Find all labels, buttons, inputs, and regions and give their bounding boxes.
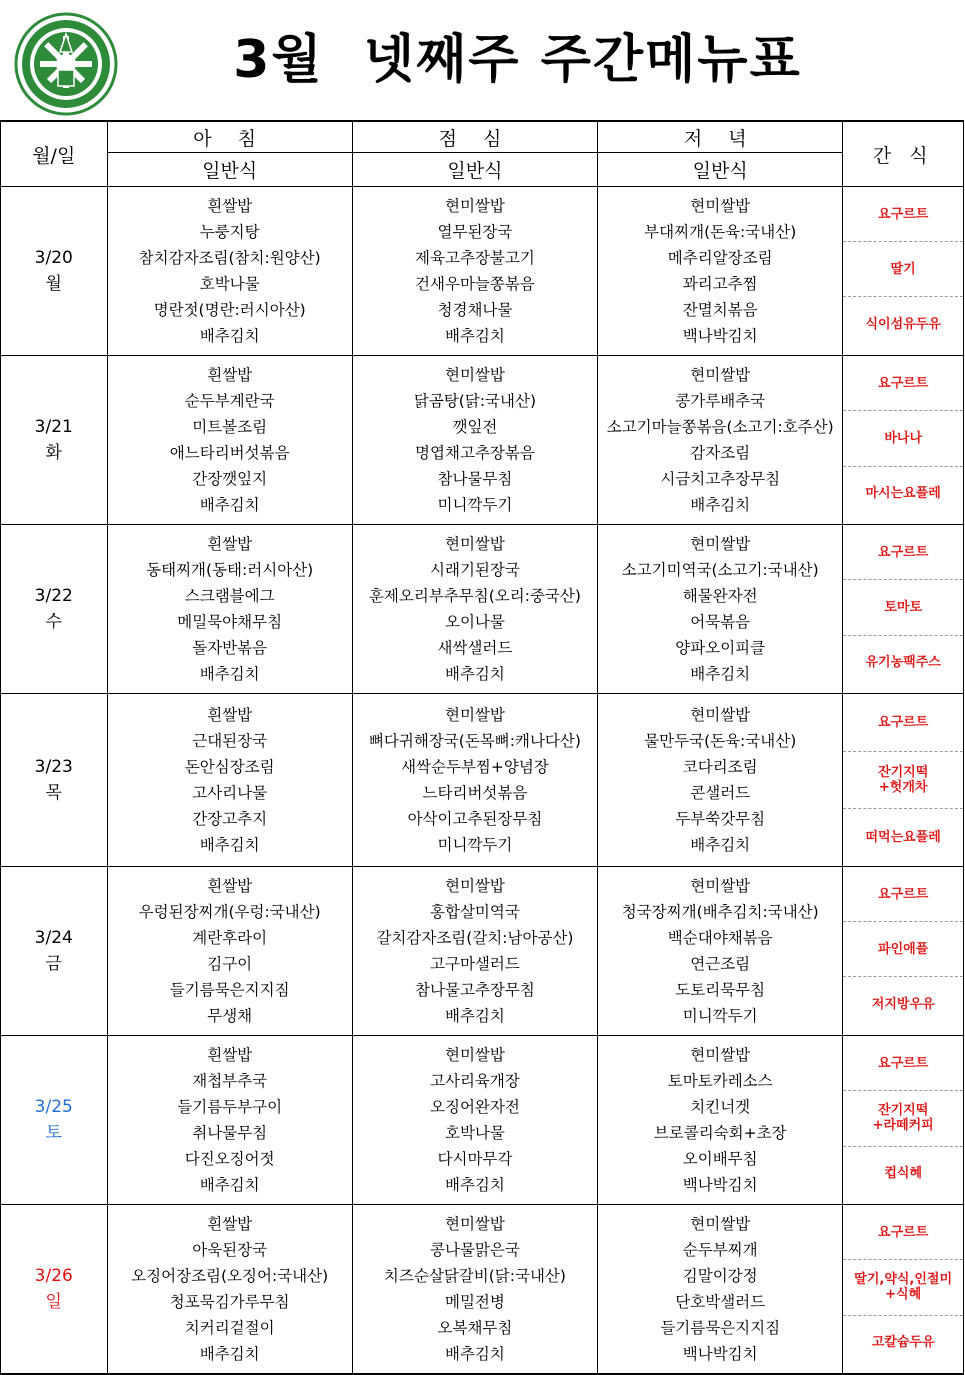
menu-item: 김구이 xyxy=(207,955,253,973)
menu-item: 소고기미역국(소고기:국내산) xyxy=(621,561,819,579)
lunch-header: 점 심 xyxy=(352,121,597,153)
day-row xyxy=(1,525,964,694)
snack-item: 저지방우유 xyxy=(871,996,935,1012)
menu-item: 아삭이고추된장무침 xyxy=(407,810,543,828)
snack-cell xyxy=(843,1036,964,1205)
breakfast-cell xyxy=(107,694,352,867)
menu-item: 고구마샐러드 xyxy=(430,955,520,973)
menu-item: 들기름두부구이 xyxy=(177,1098,283,1116)
breakfast-list xyxy=(108,356,352,524)
dinner-list xyxy=(598,187,842,355)
snack-item: 요구르트 xyxy=(843,1205,963,1260)
menu-item: 다진오징어젓 xyxy=(184,1150,275,1168)
weekday-label: 토 xyxy=(45,1123,62,1143)
menu-item: 흰쌀밥 xyxy=(207,197,253,215)
dinner-cell xyxy=(598,1036,843,1205)
menu-item: 무생채 xyxy=(207,1007,253,1025)
snack-cell xyxy=(843,1205,964,1375)
breakfast-cell xyxy=(107,867,352,1036)
menu-item: 코다리조림 xyxy=(682,758,758,776)
menu-item: 아욱된장국 xyxy=(192,1241,268,1259)
menu-item: 참치감자조림(참치:원양산) xyxy=(138,249,321,267)
lunch-list xyxy=(353,356,597,524)
menu-item: 치커리겉절이 xyxy=(184,1319,275,1337)
page-title: 3월 넷째주 주간메뉴표 xyxy=(233,30,802,90)
day-row xyxy=(1,694,964,867)
menu-item: 들기름묵은지지짐 xyxy=(169,981,290,999)
snack-item: 요구르트 xyxy=(843,525,963,580)
emblem-logo xyxy=(14,12,118,116)
weekday-label: 월 xyxy=(45,274,62,294)
breakfast-cell xyxy=(107,356,352,525)
menu-item: 참나물고추장무침 xyxy=(415,981,535,999)
menu-item: 배추김치 xyxy=(690,836,751,854)
snack-list xyxy=(843,1205,963,1370)
menu-item: 배추김치 xyxy=(444,327,505,345)
menu-item: 배추김치 xyxy=(690,665,751,683)
menu-item: 배추김치 xyxy=(444,1176,505,1194)
dinner-cell xyxy=(598,694,843,867)
breakfast-cell xyxy=(107,1205,352,1375)
menu-item: 배추김치 xyxy=(690,496,751,514)
dinner-cell xyxy=(598,867,843,1036)
menu-item: 참나물무침 xyxy=(437,470,513,488)
menu-item: 배추김치 xyxy=(199,327,260,345)
snack-cell xyxy=(843,867,964,1036)
menu-item: 현미쌀밥 xyxy=(690,1215,751,1233)
snack-item: 고칼슘두유 xyxy=(871,1335,935,1351)
snack-cell xyxy=(843,356,964,525)
menu-item: 깻잎전 xyxy=(452,418,498,436)
menu-item: 양파오이피클 xyxy=(675,639,766,657)
menu-item: 잔멸치볶음 xyxy=(682,301,758,319)
menu-item: 시래기된장국 xyxy=(430,561,520,579)
breakfast-cell xyxy=(107,525,352,694)
lunch-list xyxy=(353,1036,597,1204)
menu-item: 새싹샐러드 xyxy=(437,639,513,657)
menu-item: 현미쌀밥 xyxy=(444,197,505,215)
menu-item: 열무된장국 xyxy=(437,223,513,241)
menu-item: 계란후라이 xyxy=(192,929,268,947)
snack-list xyxy=(843,1036,963,1201)
breakfast-header: 아 침 xyxy=(107,121,352,153)
menu-item: 현미쌀밥 xyxy=(690,877,751,895)
menu-item: 배추김치 xyxy=(444,1007,505,1025)
date-column-header: 월/일 xyxy=(1,121,108,187)
menu-item: 돈안심장조림 xyxy=(184,758,275,776)
header xyxy=(0,0,965,120)
menu-item: 도토리묵무침 xyxy=(675,981,766,999)
menu-item: 흰쌀밥 xyxy=(207,1215,253,1233)
date-label: 3/23 xyxy=(34,757,73,777)
snack-item: 요구르트 xyxy=(843,867,963,922)
snack-item: 컵식혜 xyxy=(884,1166,923,1182)
menu-item: 건새우마늘쫑볶음 xyxy=(415,275,535,293)
breakfast-list xyxy=(108,867,352,1035)
menu-item: 감자조림 xyxy=(690,444,751,462)
snack-list xyxy=(843,867,963,1031)
snack-item: 식이섬유두유 xyxy=(865,316,941,332)
lunch-cell xyxy=(352,1205,597,1375)
snack-item: 바나나 xyxy=(843,411,963,466)
menu-item: 꽈리고추찜 xyxy=(682,275,758,293)
breakfast-cell xyxy=(107,187,352,356)
weekday-label: 금 xyxy=(45,954,62,974)
weekday-label: 목 xyxy=(45,783,62,803)
menu-item: 오이나물 xyxy=(444,613,505,631)
menu-item: 백나박김치 xyxy=(682,1176,758,1194)
day-cell xyxy=(1,356,108,525)
menu-item: 현미쌀밥 xyxy=(444,877,505,895)
menu-item: 닭곰탕(닭:국내산) xyxy=(413,392,537,410)
snack-cell xyxy=(843,187,964,356)
snack-list xyxy=(843,525,963,690)
menu-item: 갈치감자조림(갈치:남아공산) xyxy=(376,929,574,947)
menu-item: 현미쌀밥 xyxy=(444,366,505,384)
menu-item: 흰쌀밥 xyxy=(207,366,253,384)
menu-item: 백나박김치 xyxy=(682,1345,758,1363)
menu-item: 호박나물 xyxy=(199,275,260,293)
menu-item: 부대찌개(돈육:국내산) xyxy=(644,223,797,241)
menu-item: 청경채나물 xyxy=(437,301,513,319)
dinner-list xyxy=(598,867,842,1035)
menu-item: 현미쌀밥 xyxy=(444,1046,505,1064)
menu-item: 명란젓(명란:러시아산) xyxy=(153,301,306,319)
menu-item: 소고기마늘쫑볶음(소고기:호주산) xyxy=(606,418,834,436)
menu-item: 제육고추장불고기 xyxy=(415,249,535,267)
snack-list xyxy=(843,187,963,351)
day-cell xyxy=(1,187,108,356)
menu-item: 현미쌀밥 xyxy=(690,535,751,553)
dinner-list xyxy=(598,356,842,524)
day-cell xyxy=(1,694,108,867)
menu-item: 현미쌀밥 xyxy=(444,706,505,724)
menu-item: 현미쌀밥 xyxy=(690,1046,751,1064)
snack-item: 딸기 xyxy=(843,242,963,297)
menu-item: 오이배무침 xyxy=(682,1150,758,1168)
date-label: 3/24 xyxy=(34,928,73,948)
menu-item: 간장고추지 xyxy=(192,810,268,828)
menu-item: 연근조림 xyxy=(690,955,751,973)
menu-item: 백순대야채볶음 xyxy=(667,929,773,947)
menu-item: 백나박김치 xyxy=(682,327,758,345)
menu-item: 배추김치 xyxy=(199,1176,260,1194)
lunch-list xyxy=(353,187,597,355)
breakfast-list xyxy=(108,1036,352,1204)
day-row xyxy=(1,356,964,525)
menu-item: 배추김치 xyxy=(199,836,260,854)
menu-item: 현미쌀밥 xyxy=(690,366,751,384)
dinner-subheader: 일반식 xyxy=(598,153,843,187)
menu-item: 메추리알장조림 xyxy=(667,249,773,267)
snack-item: 떠먹는요플레 xyxy=(865,830,941,846)
menu-item: 동태찌개(동태:러시아산) xyxy=(146,561,314,579)
menu-item: 흰쌀밥 xyxy=(207,706,253,724)
lunch-cell xyxy=(352,356,597,525)
menu-item: 메밀묵야채무침 xyxy=(177,613,283,631)
menu-item: 돌자반볶음 xyxy=(192,639,268,657)
menu-item: 들기름묵은지지짐 xyxy=(660,1319,781,1337)
snack-list xyxy=(843,356,963,521)
menu-item: 배추김치 xyxy=(199,496,260,514)
menu-item: 청포묵김가루무침 xyxy=(169,1293,290,1311)
menu-item: 청국장찌개(배추김치:국내산) xyxy=(621,903,819,921)
lunch-list xyxy=(353,525,597,693)
menu-item: 미트볼조림 xyxy=(192,418,268,436)
menu-item: 홍합살미역국 xyxy=(430,903,520,921)
menu-item: 고사리나물 xyxy=(192,784,268,802)
menu-item: 오징어완자전 xyxy=(430,1098,520,1116)
snack-item: 유기농팩주스 xyxy=(865,655,941,671)
breakfast-list xyxy=(108,187,352,355)
day-cell xyxy=(1,1036,108,1205)
menu-item: 배추김치 xyxy=(444,665,505,683)
breakfast-cell xyxy=(107,1036,352,1205)
snack-item: 잔기지떡 +헛개차 xyxy=(843,752,963,810)
snack-cell xyxy=(843,525,964,694)
snack-item: 요구르트 xyxy=(843,187,963,242)
lunch-cell xyxy=(352,1036,597,1205)
snack-item: 요구르트 xyxy=(843,694,963,752)
menu-item: 훈제오리부추무침(오리:중국산) xyxy=(368,587,581,605)
menu-item: 오복채무침 xyxy=(437,1319,513,1337)
menu-item: 순두부계란국 xyxy=(184,392,275,410)
snack-item: 파인애플 xyxy=(843,922,963,977)
lunch-cell xyxy=(352,187,597,356)
dinner-list xyxy=(598,696,842,864)
day-row xyxy=(1,1036,964,1205)
menu-item: 흰쌀밥 xyxy=(207,535,253,553)
menu-item: 브로콜리숙회+초장 xyxy=(653,1124,787,1142)
dinner-header: 저 녁 xyxy=(598,121,843,153)
date-label: 3/26 xyxy=(34,1266,73,1286)
day-row xyxy=(1,187,964,356)
menu-item: 현미쌀밥 xyxy=(444,1215,505,1233)
snack-item: 딸기,약식,인절미 +식혜 xyxy=(843,1260,963,1315)
date-label: 3/20 xyxy=(34,248,73,268)
menu-item: 다시마무각 xyxy=(437,1150,513,1168)
menu-item: 미니깍두기 xyxy=(437,496,513,514)
lunch-cell xyxy=(352,525,597,694)
snack-list xyxy=(843,694,963,866)
lunch-cell xyxy=(352,867,597,1036)
menu-body xyxy=(1,187,964,1375)
menu-item: 콩가루배추국 xyxy=(675,392,766,410)
menu-item: 미니깍두기 xyxy=(437,836,513,854)
menu-item: 현미쌀밥 xyxy=(690,197,751,215)
menu-item: 치즈순살닭갈비(닭:국내산) xyxy=(383,1267,566,1285)
menu-item: 호박나물 xyxy=(444,1124,505,1142)
weekly-menu-table xyxy=(0,120,964,1375)
menu-item: 현미쌀밥 xyxy=(690,706,751,724)
menu-item: 새싹순두부찜+양념장 xyxy=(401,758,549,776)
menu-item: 치킨너겟 xyxy=(690,1098,751,1116)
date-label: 3/21 xyxy=(34,417,73,437)
menu-item: 시금치고추장무침 xyxy=(660,470,781,488)
menu-item: 애느타리버섯볶음 xyxy=(169,444,290,462)
snack-item: 마시는요플레 xyxy=(865,486,941,502)
dinner-cell xyxy=(598,187,843,356)
snack-cell xyxy=(843,694,964,867)
menu-item: 간장깻잎지 xyxy=(192,470,268,488)
menu-item: 우렁된장찌개(우렁:국내산) xyxy=(138,903,321,921)
weekday-label: 일 xyxy=(45,1292,62,1312)
lunch-cell xyxy=(352,694,597,867)
menu-item: 김말이강정 xyxy=(682,1267,758,1285)
day-row xyxy=(1,867,964,1036)
menu-item: 뼈다귀해장국(돈목뼈:캐나다산) xyxy=(368,732,581,750)
menu-item: 배추김치 xyxy=(199,665,260,683)
dinner-list xyxy=(598,1036,842,1204)
menu-item: 명엽채고추장볶음 xyxy=(415,444,535,462)
menu-item: 취나물무침 xyxy=(192,1124,268,1142)
day-row xyxy=(1,1205,964,1375)
menu-item: 메밀전병 xyxy=(444,1293,505,1311)
menu-item: 어묵볶음 xyxy=(690,613,751,631)
menu-item: 미니깍두기 xyxy=(682,1007,758,1025)
dinner-cell xyxy=(598,525,843,694)
menu-item: 현미쌀밥 xyxy=(444,535,505,553)
snack-item: 요구르트 xyxy=(843,356,963,411)
day-cell xyxy=(1,1205,108,1375)
breakfast-list xyxy=(108,525,352,693)
lunch-list xyxy=(353,696,597,864)
dinner-cell xyxy=(598,356,843,525)
menu-item: 물만두국(돈육:국내산) xyxy=(644,732,797,750)
menu-item: 두부쑥갓무침 xyxy=(675,810,766,828)
dinner-list xyxy=(598,525,842,693)
menu-item: 느타리버섯볶음 xyxy=(422,784,528,802)
day-cell xyxy=(1,867,108,1036)
menu-item: 단호박샐러드 xyxy=(675,1293,766,1311)
menu-item: 흰쌀밥 xyxy=(207,1046,253,1064)
menu-item: 순두부찌개 xyxy=(682,1241,758,1259)
menu-item: 배추김치 xyxy=(199,1345,260,1363)
menu-item: 근대된장국 xyxy=(192,732,268,750)
lunch-subheader: 일반식 xyxy=(352,153,597,187)
breakfast-subheader: 일반식 xyxy=(107,153,352,187)
menu-item: 배추김치 xyxy=(444,1345,505,1363)
weekday-label: 화 xyxy=(45,443,62,463)
menu-item: 오징어장조림(오징어:국내산) xyxy=(131,1267,329,1285)
menu-item: 스크램블에그 xyxy=(184,587,275,605)
weekday-label: 수 xyxy=(45,612,62,632)
menu-item: 재첩부추국 xyxy=(192,1072,268,1090)
snack-column-header: 간 식 xyxy=(843,121,964,187)
menu-item: 누룽지탕 xyxy=(199,223,260,241)
snack-item: 잔기지떡 +라떼커피 xyxy=(843,1091,963,1146)
dinner-cell xyxy=(598,1205,843,1375)
breakfast-list xyxy=(108,696,352,864)
menu-item: 고사리육개장 xyxy=(430,1072,520,1090)
snack-item: 토마토 xyxy=(843,580,963,635)
menu-table-wrapper xyxy=(0,120,965,1375)
menu-item: 콘샐러드 xyxy=(690,784,751,802)
date-label: 3/22 xyxy=(34,586,73,606)
menu-item: 흰쌀밥 xyxy=(207,877,253,895)
menu-item: 토마토카레소스 xyxy=(667,1072,773,1090)
day-cell xyxy=(1,525,108,694)
lunch-list xyxy=(353,867,597,1035)
menu-item: 콩나물맑은국 xyxy=(430,1241,520,1259)
menu-item: 해물완자전 xyxy=(682,587,758,605)
date-label: 3/25 xyxy=(34,1097,73,1117)
snack-item: 요구르트 xyxy=(843,1036,963,1091)
